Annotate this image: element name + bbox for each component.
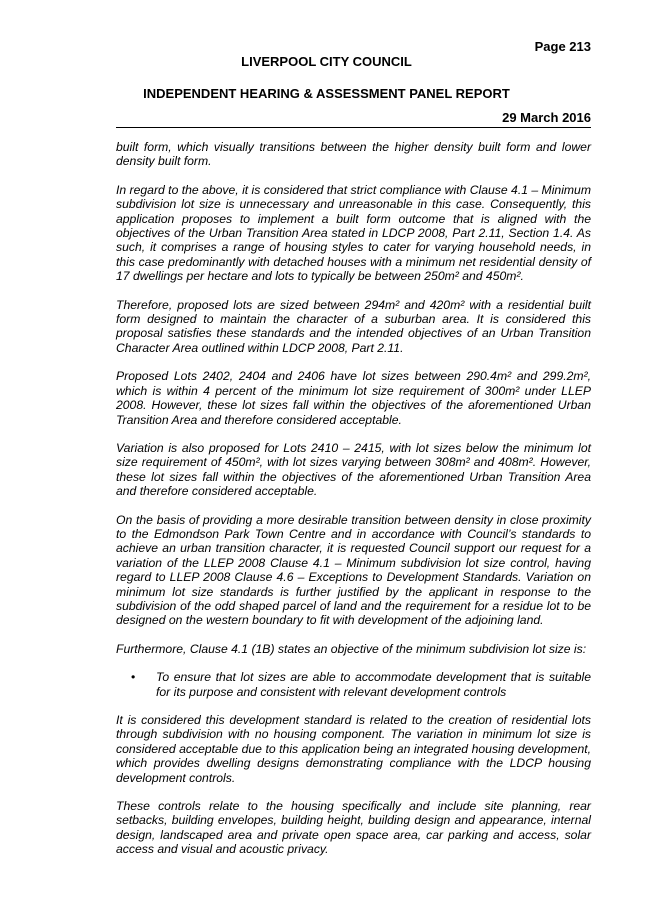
bullet-icon: • xyxy=(131,670,136,685)
header-divider xyxy=(116,127,591,128)
paragraph: Variation is also proposed for Lots 2410 – 2415, with lot sizes below the minimum lot size requirement of 450m², with lot sizes varying between 308m² and 408m². However, these lot sizes fall within the objectives of the aforementioned Urban Transition Area and therefore considered acceptable. xyxy=(116,440,591,499)
paragraph: Furthermore, Clause 4.1 (1B) states an objective of the minimum subdivision lot size is: xyxy=(116,641,587,656)
report-body xyxy=(116,140,591,871)
report-title: INDEPENDENT HEARING & ASSESSMENT PANEL REPORT xyxy=(143,86,510,101)
paragraph: It is considered this development standard is related to the creation of residential lots through subdivision with no housing component. The variation in minimum lot size is considered acceptable due to this application being an integrated housing development, which provides dwelling designs demonstrating compliance with the LDCP housing development controls. xyxy=(116,713,591,785)
report-date: 29 March 2016 xyxy=(502,110,591,125)
council-name: LIVERPOOL CITY COUNCIL xyxy=(241,54,412,69)
paragraph: On the basis of providing a more desirable transition between density in close proximity to the Edmondson Park Town Centre and in accordance with Council’s standards to achieve an urban transition character, it is requested Council support our request for a variation of the LLEP 2008 Clause 4.1 – Minimum subdivision lot size control, having regard to LLEP 2008 Clause 4.6 – Exceptions to Development Standards. Variation on minimum lot size standards is further justified by the applicant in response to the subdivision of the odd shaped parcel of land and the requirement for a residue lot to be designed on the western boundary to fit with development of the adjoining land. xyxy=(116,512,591,628)
paragraph: Therefore, proposed lots are sized between 294m² and 420m² with a residential built form designed to maintain the character of a suburban area. It is considered this proposal satisfies these standards and the intended objectives of an Urban Transition Character Area outlined within LDCP 2008, Part 2.11. xyxy=(116,297,591,355)
paragraph: Proposed Lots 2402, 2404 and 2406 have lot sizes between 290.4m² and 299.2m², which is within 4 percent of the minimum lot size requirement of 300m² under LLEP 2008. However, these lot sizes fall within the objectives of the aforementioned Urban Transition Area and therefore considered acceptable. xyxy=(116,369,591,427)
objective-list xyxy=(116,670,591,699)
paragraph: These controls relate to the housing specifically and include site planning, rear setbacks, building envelopes, building height, building design and appearance, internal design, landscaped area and private open space area, car parking and access, solar access and visual and acoustic privacy. xyxy=(116,799,591,857)
page-number: Page 213 xyxy=(534,39,591,54)
paragraph: In regard to the above, it is considered that strict compliance with Clause 4.1 – Minimum subdivision lot size is unnecessary and unreasonable in this case. Consequently, this application proposes to implement a built form outcome that is aligned with the objectives of the Urban Transition Area stated in LDCP 2008, Part 2.11, Section 1.4. As such, it comprises a range of housing styles to cater for varying household needs, in this case predominantly with detached houses with a minimum net residential density of 17 dwellings per hectare and lots to typically be between 250m² and 450m². xyxy=(116,182,591,284)
paragraph: built form, which visually transitions between the higher density built form and lower density built form. xyxy=(116,140,591,169)
list-item xyxy=(116,670,591,699)
list-item-text: To ensure that lot sizes are able to accommodate development that is suitable for its purpose and consistent with relevant development controls xyxy=(156,670,591,699)
